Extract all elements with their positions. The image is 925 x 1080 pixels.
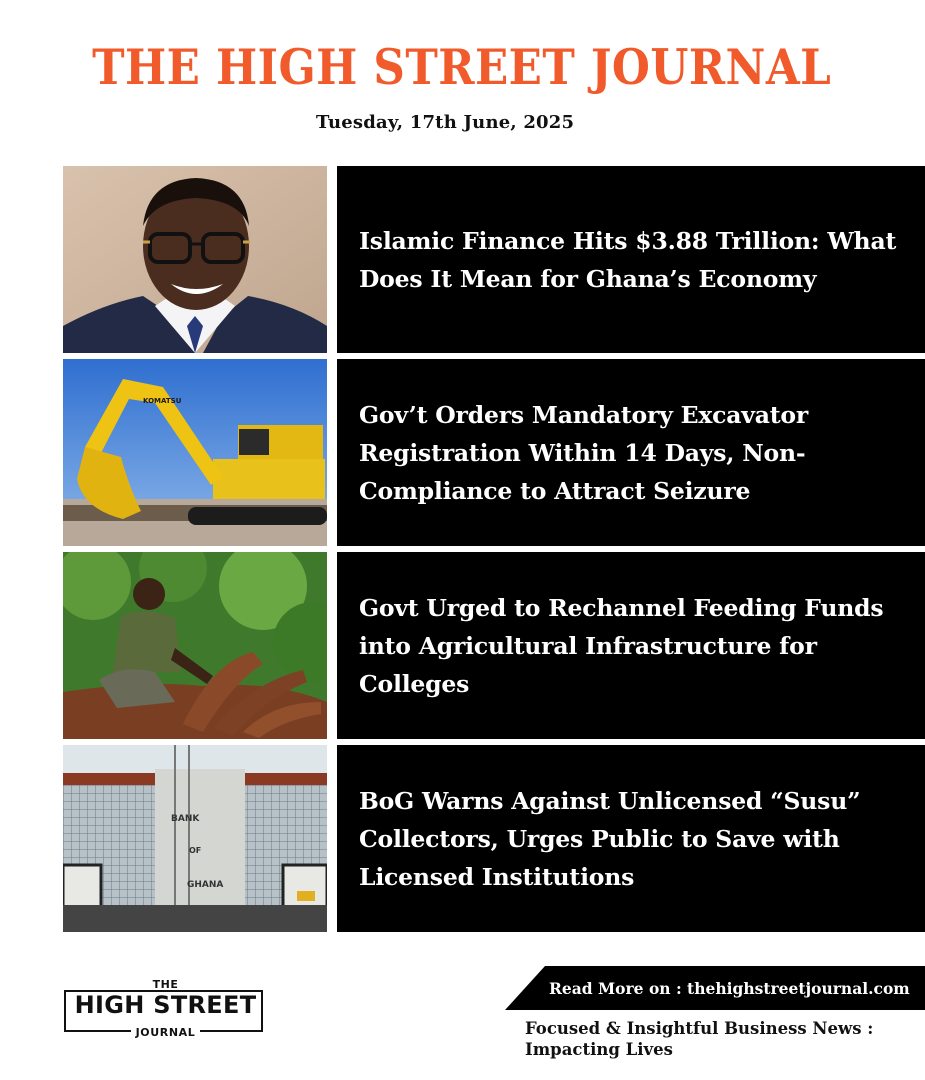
logo-bottom-text: JOURNAL bbox=[131, 1026, 201, 1039]
story-panel[interactable] bbox=[337, 359, 925, 546]
read-more-link[interactable] bbox=[505, 966, 925, 1010]
story-image-excavator[interactable] bbox=[63, 359, 327, 546]
tagline: Focused & Insightful Business News : Impacting Lives bbox=[525, 1019, 874, 1059]
issue-date: Tuesday, 17th June, 2025 bbox=[316, 112, 575, 133]
footer-logo[interactable] bbox=[64, 978, 267, 1038]
story-card[interactable] bbox=[63, 552, 925, 739]
brand-decal: KOMATSU bbox=[143, 397, 182, 405]
logo-main-text: HIGH STREET bbox=[74, 991, 257, 1019]
story-headline[interactable]: Gov’t Orders Mandatory Excavator Registration Within 14 Days, Non-Compliance to Attract Seizure bbox=[359, 400, 809, 505]
story-card[interactable] bbox=[63, 166, 925, 353]
story-image-farmer[interactable] bbox=[63, 552, 327, 739]
logo-top-text: THE bbox=[152, 978, 179, 991]
farmer-with-cassava-photo bbox=[63, 552, 327, 739]
read-more-text[interactable]: Read More on : thehighstreetjournal.com bbox=[549, 979, 910, 998]
story-headline[interactable]: Govt Urged to Rechannel Feeding Funds into Agricultural Infrastructure for Colleges bbox=[359, 593, 884, 698]
portrait-man-with-glasses-photo bbox=[63, 166, 327, 353]
story-panel[interactable] bbox=[337, 745, 925, 932]
story-card[interactable] bbox=[63, 359, 925, 546]
story-panel[interactable] bbox=[337, 552, 925, 739]
building-sign-bank: BANK bbox=[171, 814, 200, 824]
story-headline[interactable]: Islamic Finance Hits $3.88 Trillion: What Does It Mean for Ghana’s Economy bbox=[359, 226, 897, 293]
story-image-portrait[interactable] bbox=[63, 166, 327, 353]
bank-of-ghana-building-photo bbox=[63, 745, 327, 932]
masthead-title: THE HIGH STREET JOURNAL bbox=[92, 38, 832, 96]
building-sign-of: OF bbox=[189, 846, 202, 855]
story-card[interactable] bbox=[63, 745, 925, 932]
building-sign-ghana: GHANA bbox=[187, 880, 224, 890]
story-panel[interactable] bbox=[337, 166, 925, 353]
story-image-bank[interactable] bbox=[63, 745, 327, 932]
yellow-excavator-photo bbox=[63, 359, 327, 546]
story-headline[interactable]: BoG Warns Against Unlicensed “Susu” Collectors, Urges Public to Save with Licensed Institutions bbox=[359, 786, 861, 891]
